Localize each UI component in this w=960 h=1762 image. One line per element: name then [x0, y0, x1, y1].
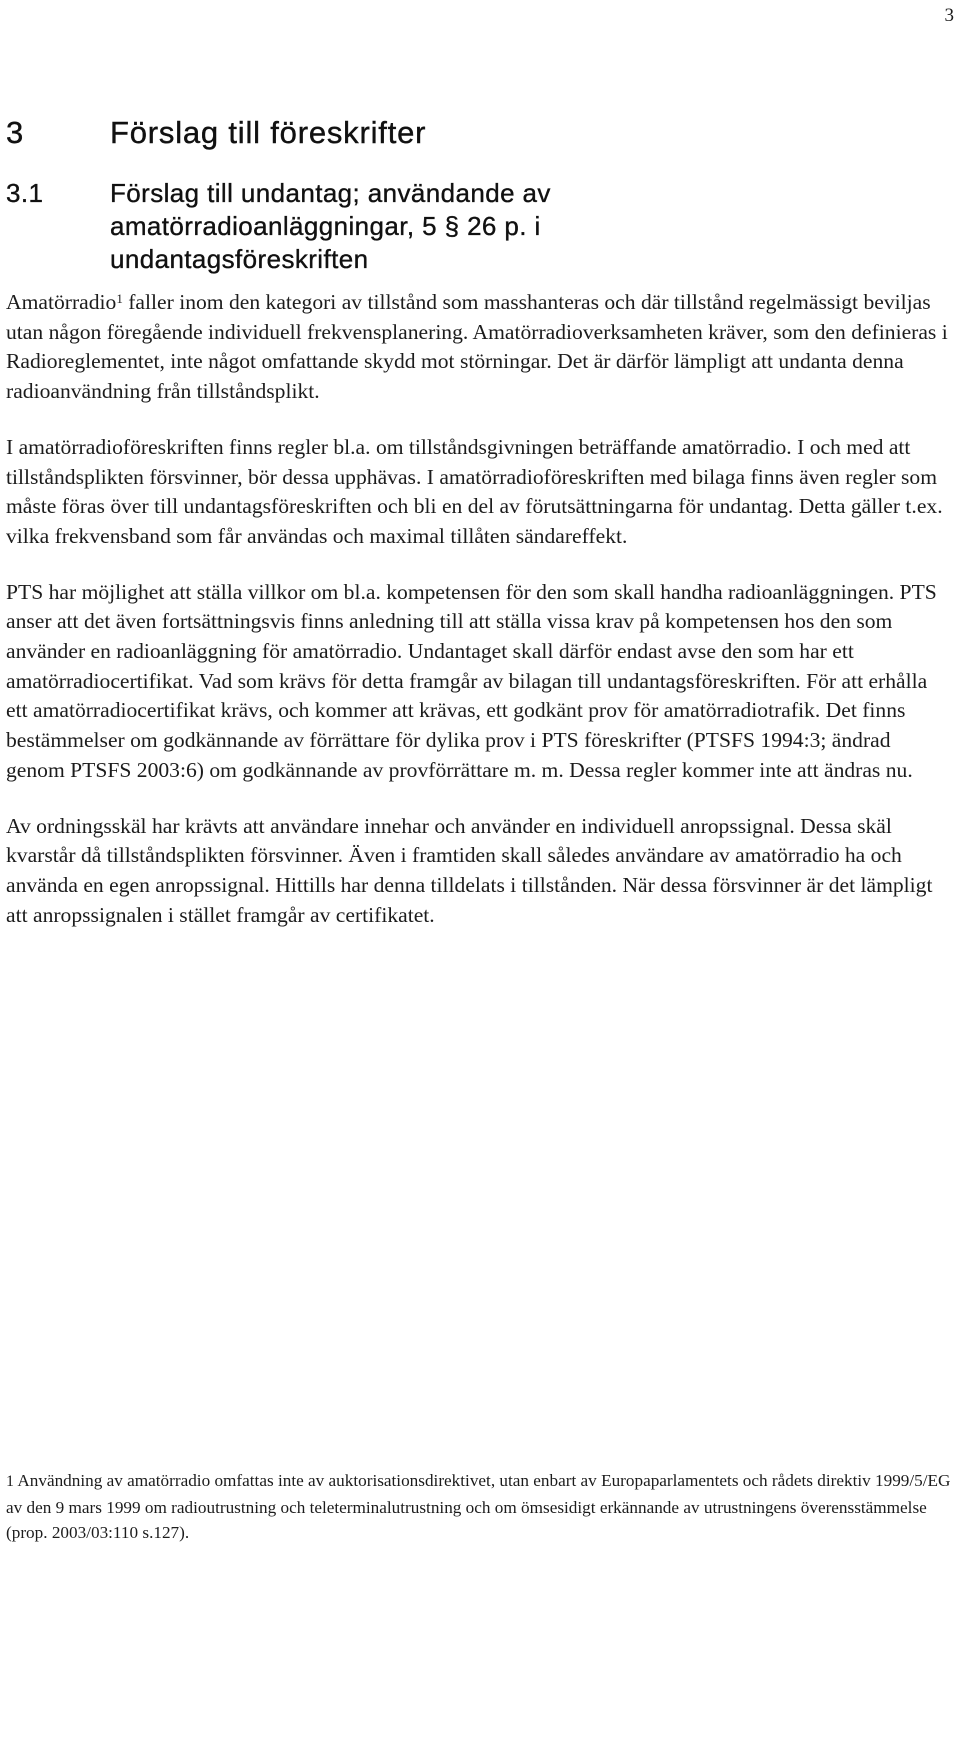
subsection-title: Förslag till undantag; användande av amatörradioanläggningar, 5 § 26 p. i undantagsföreskriften: [110, 178, 551, 274]
paragraph-amatorradioforeskriften: I amatörradioföreskriften finns regler bl.a. om tillståndsgivningen beträffande amatörradio. I och med att tillståndsplikten försvinner, bör dessa upphävas. I amatörradioföreskriften med bilaga finns även regler som måste föras över till undantagsföreskriften och bli en del av förutsättningarna för undantag. Detta gäller t.ex. vilka frekvensband som får användas och maximal tillåten sändareffekt.: [6, 434, 943, 548]
footnote-reference[interactable]: 1: [116, 291, 123, 306]
section-heading: [6, 114, 954, 152]
subsection-number: 3.1: [6, 178, 44, 208]
section-number: 3: [6, 115, 25, 150]
footnote-text: Användning av amatörradio omfattas inte av auktorisationsdirektivet, utan enbart av Europaparlamentets och rådets direktiv 1999/5/EG av den 9 mars 1999 om radioutrustning och teleterminalutrustning och om ömsesidigt erkännande av utrustningens överensstämmelse (prop. 2003/03:110 s.127).: [6, 1471, 951, 1543]
page-number: 3: [944, 5, 954, 26]
document-body: [6, 114, 954, 930]
paragraph-amatorradio-kategori: [6, 288, 954, 407]
section-title: Förslag till föreskrifter: [110, 115, 427, 150]
paragraph-kompetens: PTS har möjlighet att ställa villkor om bl.a. kompetensen för den som skall handha radioanläggningen. PTS anser att det även fortsättningsvis finns anledning till att ställa vissa krav på kompetensen hos den som använder en radioanläggning för amatörradio. Undantaget skall därför endast avse den som har ett amatörradiocertifikat. Vad som krävs för detta framgår av bilagan till undantagsföreskriften. För att erhålla ett amatörradiocertifikat krävs, och kommer att krävas, ett godkänt prov för amatörradiotrafik. Det finns bestämmelser om godkännande av förrättare för dylika prov i PTS föreskrifter (PTSFS 1994:3; ändrad genom PTSFS 2003:6) om godkännande av provförrättare m. m. Dessa regler kommer inte att ändras nu.: [6, 579, 937, 782]
paragraph-text-rest: faller inom den kategori av tillstånd som masshanteras och där tillstånd regelmässigt beviljas utan någon föregående individuell frekvensplanering. Amatörradioverksamheten kräver, som den definieras i Radioreglementet, inte något omfattande skydd mot störningar. Det är därför lämpligt att undanta denna radioanvändning från tillståndsplikt.: [6, 290, 948, 404]
paragraph-text-start: Amatörradio: [6, 290, 117, 314]
paragraph-anropssignal: Av ordningsskäl har krävts att användare innehar och använder en individuell anropssignal. Dessa skäl kvarstår då tillståndsplikten försvinner. Även i framtiden skall således användare av amatörradio ha och använda en egen anropssignal. Hittills har denna tilldelats i tillstånden. När dessa försvinner är det lämpligt att anropssignalen i stället framgår av certifikatet.: [6, 813, 933, 927]
footnote: [6, 1468, 954, 1546]
subsection-heading: [6, 177, 954, 276]
footnote-number: 1: [6, 1473, 14, 1490]
